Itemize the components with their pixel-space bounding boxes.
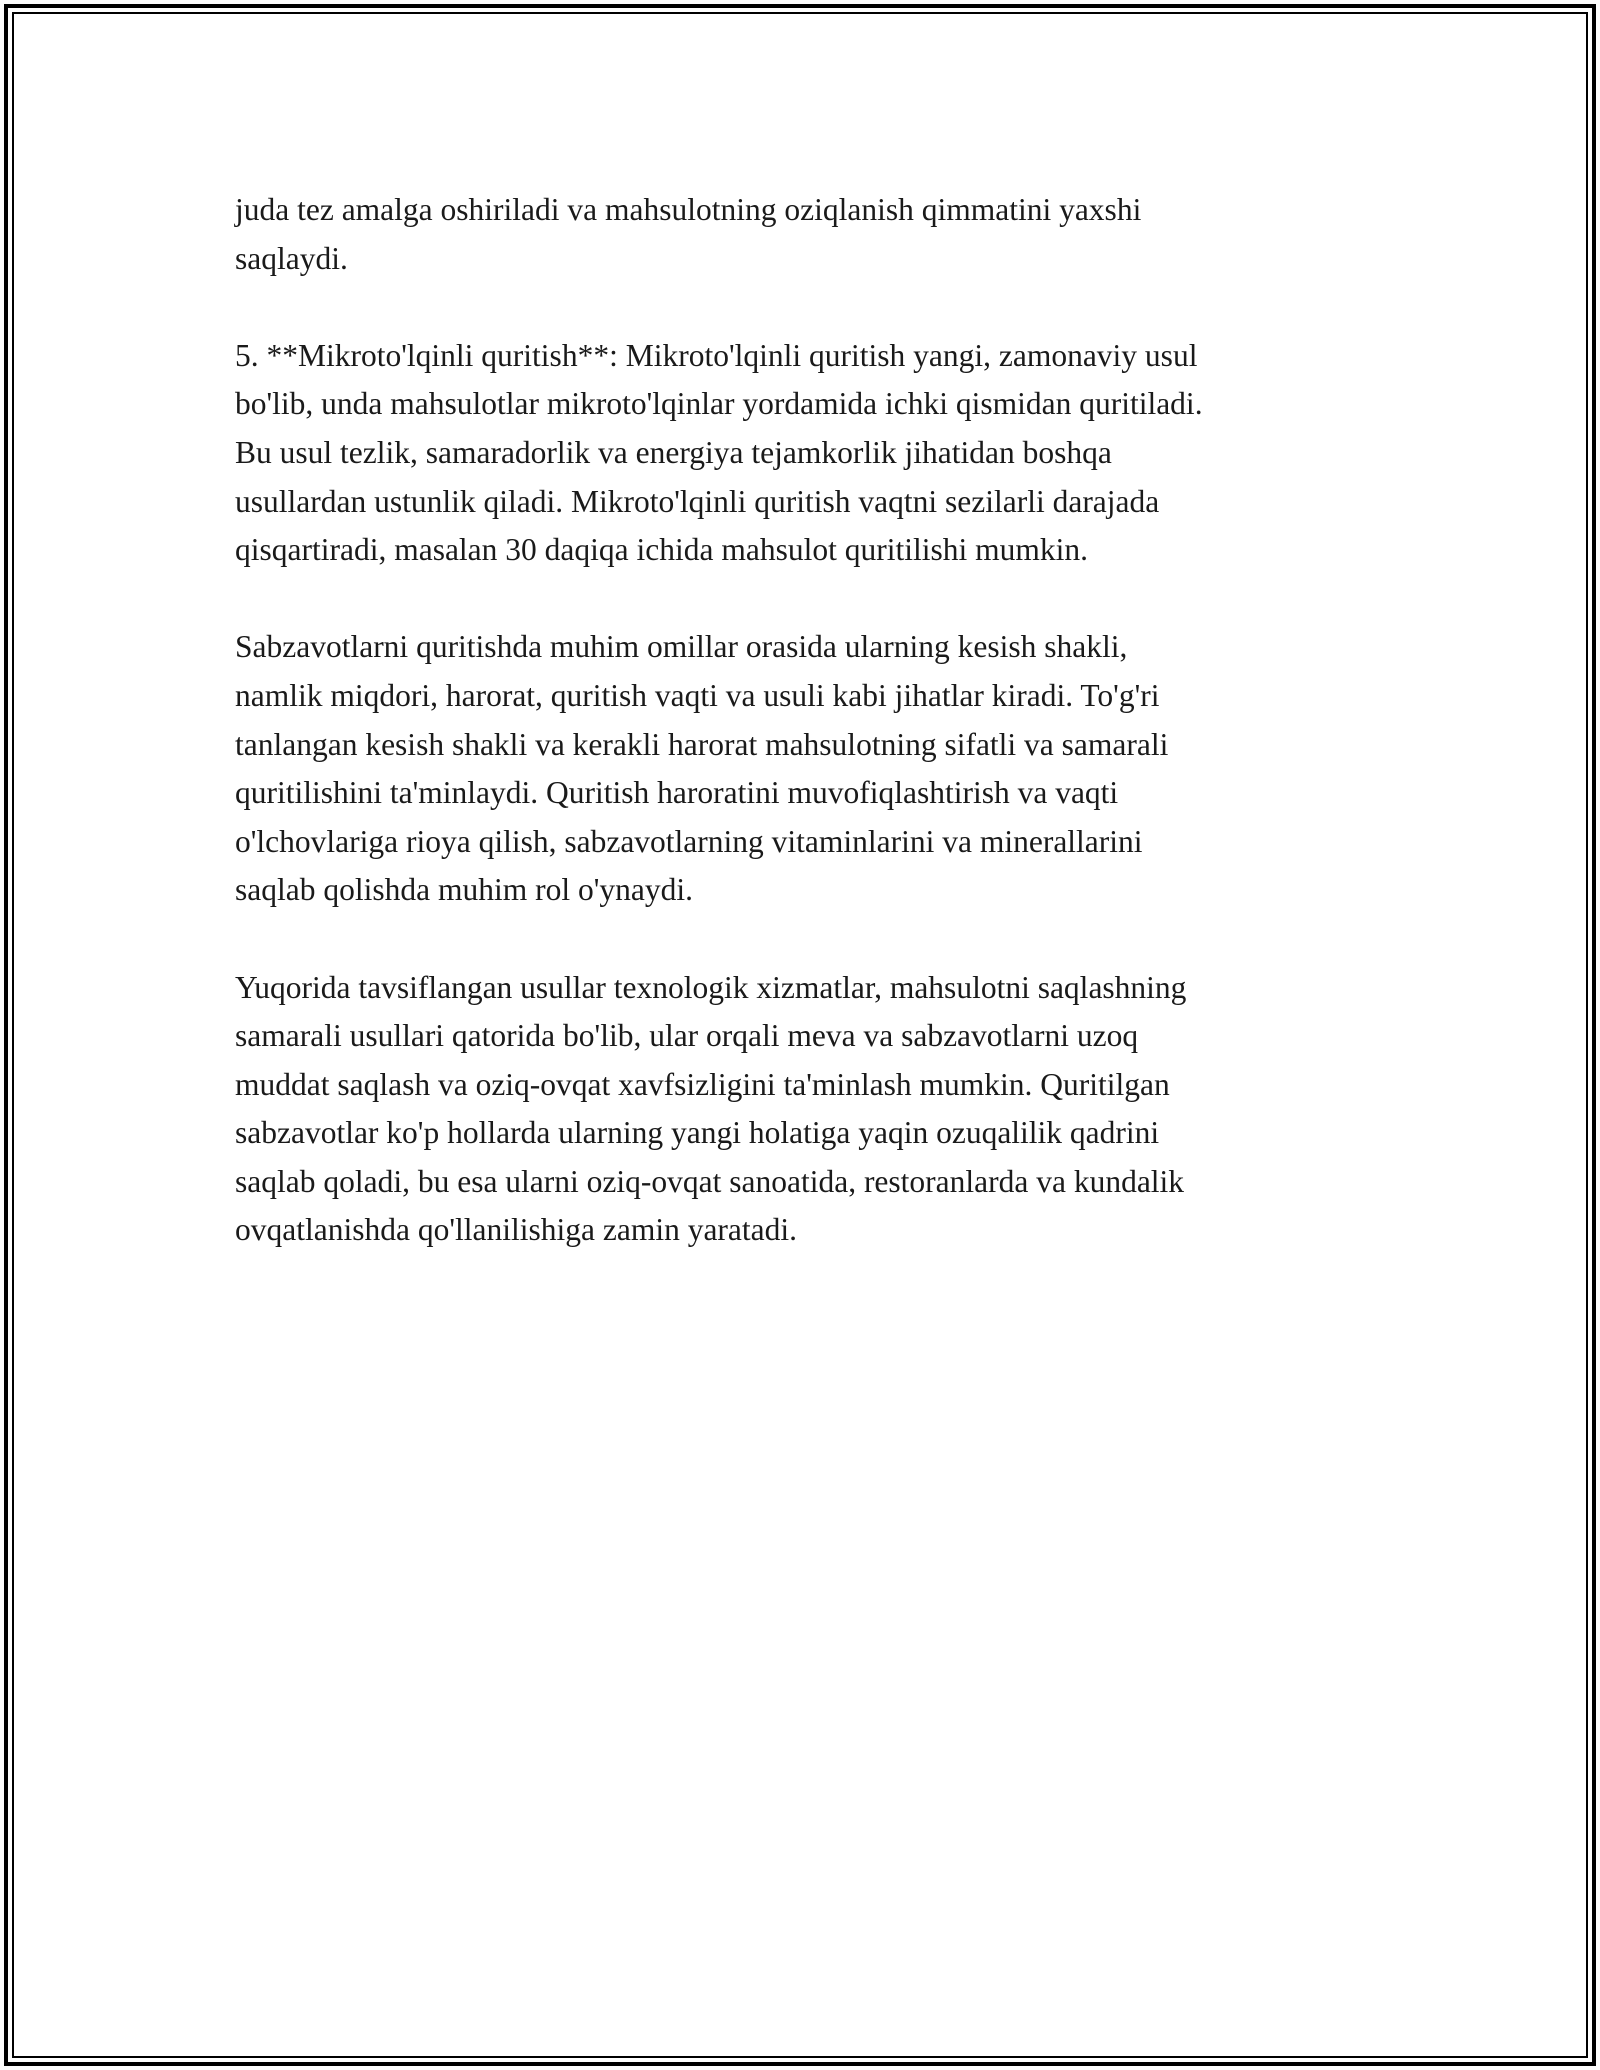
text-line: saqlab qoladi, bu esa ularni oziq-ovqat sanoatida, restoranlarda va kundalik [235,1163,1185,1199]
text-line: tanlangan kesish shakli va kerakli harorat mahsulotning sifatli va samarali [235,726,1169,762]
paragraph-3 [235,623,1395,915]
text-line: saqlaydi. [235,240,348,276]
text-line: muddat saqlash va oziq-ovqat xavfsizligini ta'minlash mumkin. Quritilgan [235,1066,1170,1102]
text-line: samarali usullari qatorida bo'lib, ular orqali meva va sabzavotlarni uzoq [235,1018,1139,1054]
text-line: Bu usul tezlik, samaradorlik va energiya tejamkorlik jihatidan boshqa [235,434,1112,470]
text-line: ovqatlanishda qo'llanilishiga zamin yaratadi. [235,1212,798,1248]
text-line: namlik miqdori, harorat, quritish vaqti va usuli kabi jihatlar kiradi. To'g'ri [235,677,1160,713]
text-line: quritilishini ta'minlaydi. Quritish haroratini muvofiqlashtirish va vaqti [235,775,1119,811]
paragraph-4 [235,964,1395,1256]
paragraph-1 [235,186,1395,283]
text-line: qisqartiradi, masalan 30 daqiqa ichida mahsulot quritilishi mumkin. [235,532,1088,568]
text-line: o'lchovlariga rioya qilish, sabzavotlarning vitaminlarini va minerallarini [235,823,1143,859]
text-line: Sabzavotlarni quritishda muhim omillar orasida ularning kesish shakli, [235,629,1128,665]
text-line: 5. **Mikroto'lqinli quritish**: Mikroto'lqinli quritish yangi, zamonaviy usul [235,337,1198,373]
text-line: Yuqorida tavsiflangan usullar texnologik xizmatlar, mahsulotni saqlashning [235,969,1187,1005]
text-line: bo'lib, unda mahsulotlar mikroto'lqinlar yordamida ichki qismidan quritiladi. [235,386,1203,422]
document-body [235,186,1395,1304]
text-line: usullardan ustunlik qiladi. Mikroto'lqinli quritish vaqtni sezilarli darajada [235,483,1160,519]
text-line: juda tez amalga oshiriladi va mahsulotning oziqlanish qimmatini yaxshi [235,192,1142,227]
text-line: saqlab qolishda muhim rol o'ynaydi. [235,872,693,908]
text-line: sabzavotlar ko'p hollarda ularning yangi holatiga yaqin ozuqalilik qadrini [235,1115,1160,1151]
paragraph-2 [235,332,1395,575]
